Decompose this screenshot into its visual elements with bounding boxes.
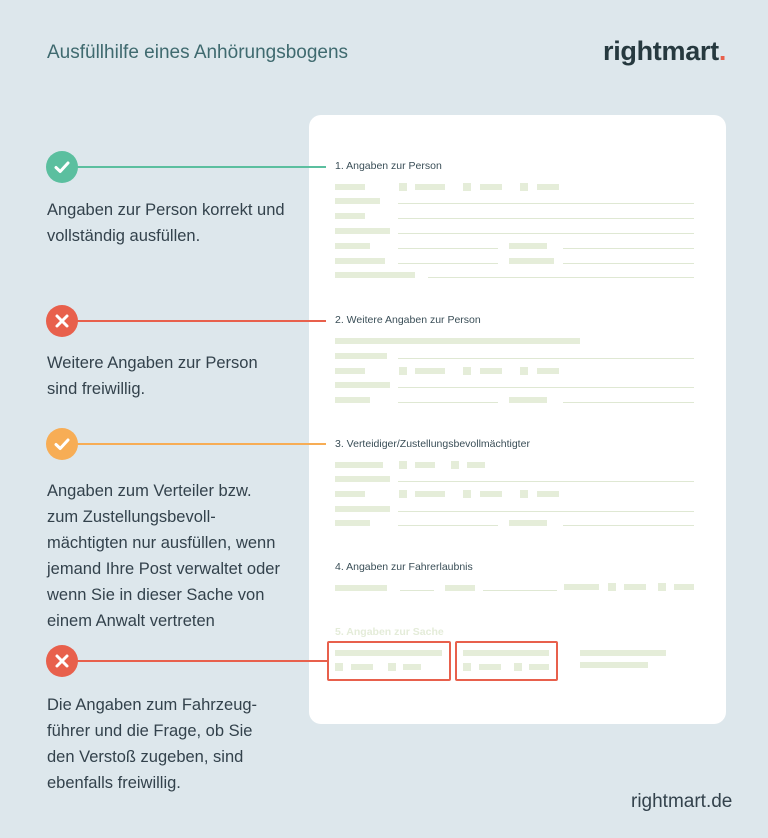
page-title: Ausfüllhilfe eines Anhörungsbogens (47, 42, 349, 63)
annotation-text-4: Die Angaben zum Fahrzeug- führer und die Frage, ob Sie den Verstoß zugeben, sind ebenfalls freiwillig. (47, 696, 258, 792)
form-section-2-heading: 2. Weitere Angaben zur Person (335, 314, 481, 326)
highlight-box-driver (327, 641, 451, 681)
form-section-1-heading: 1. Angaben zur Person (335, 160, 442, 172)
connector-line-2 (70, 320, 326, 322)
connector-line-4 (70, 660, 328, 662)
check-icon (46, 151, 78, 183)
annotation-text-2: Weitere Angaben zur Person sind freiwillig. (47, 354, 258, 398)
form-section-4-heading: 4. Angaben zur Fahrerlaubnis (335, 561, 473, 573)
annotation-text-1: Angaben zur Person korrekt und vollständig ausfüllen. (47, 201, 285, 245)
website-url: rightmart.de (631, 791, 733, 812)
cross-icon (46, 305, 78, 337)
brand-logo (603, 36, 726, 67)
check-icon (46, 428, 78, 460)
logo-dot: . (718, 36, 727, 66)
cross-icon (46, 645, 78, 677)
connector-line-1 (70, 166, 326, 168)
form-section-5-heading: 5. Angaben zur Sache (335, 626, 444, 638)
connector-line-3 (70, 443, 326, 445)
highlight-box-admission (455, 641, 558, 681)
form-section-3-heading: 3. Verteidiger/Zustellungsbevollmächtigter (335, 438, 530, 450)
annotation-text-3: Angaben zum Verteiler bzw. zum Zustellungsbevoll- mächtigten nur ausfüllen, wenn jemand Ihre Post verwaltet oder wenn Sie in dieser Sache von einem Anwalt vertreten (47, 482, 280, 630)
logo-text: rightmart (603, 36, 719, 66)
